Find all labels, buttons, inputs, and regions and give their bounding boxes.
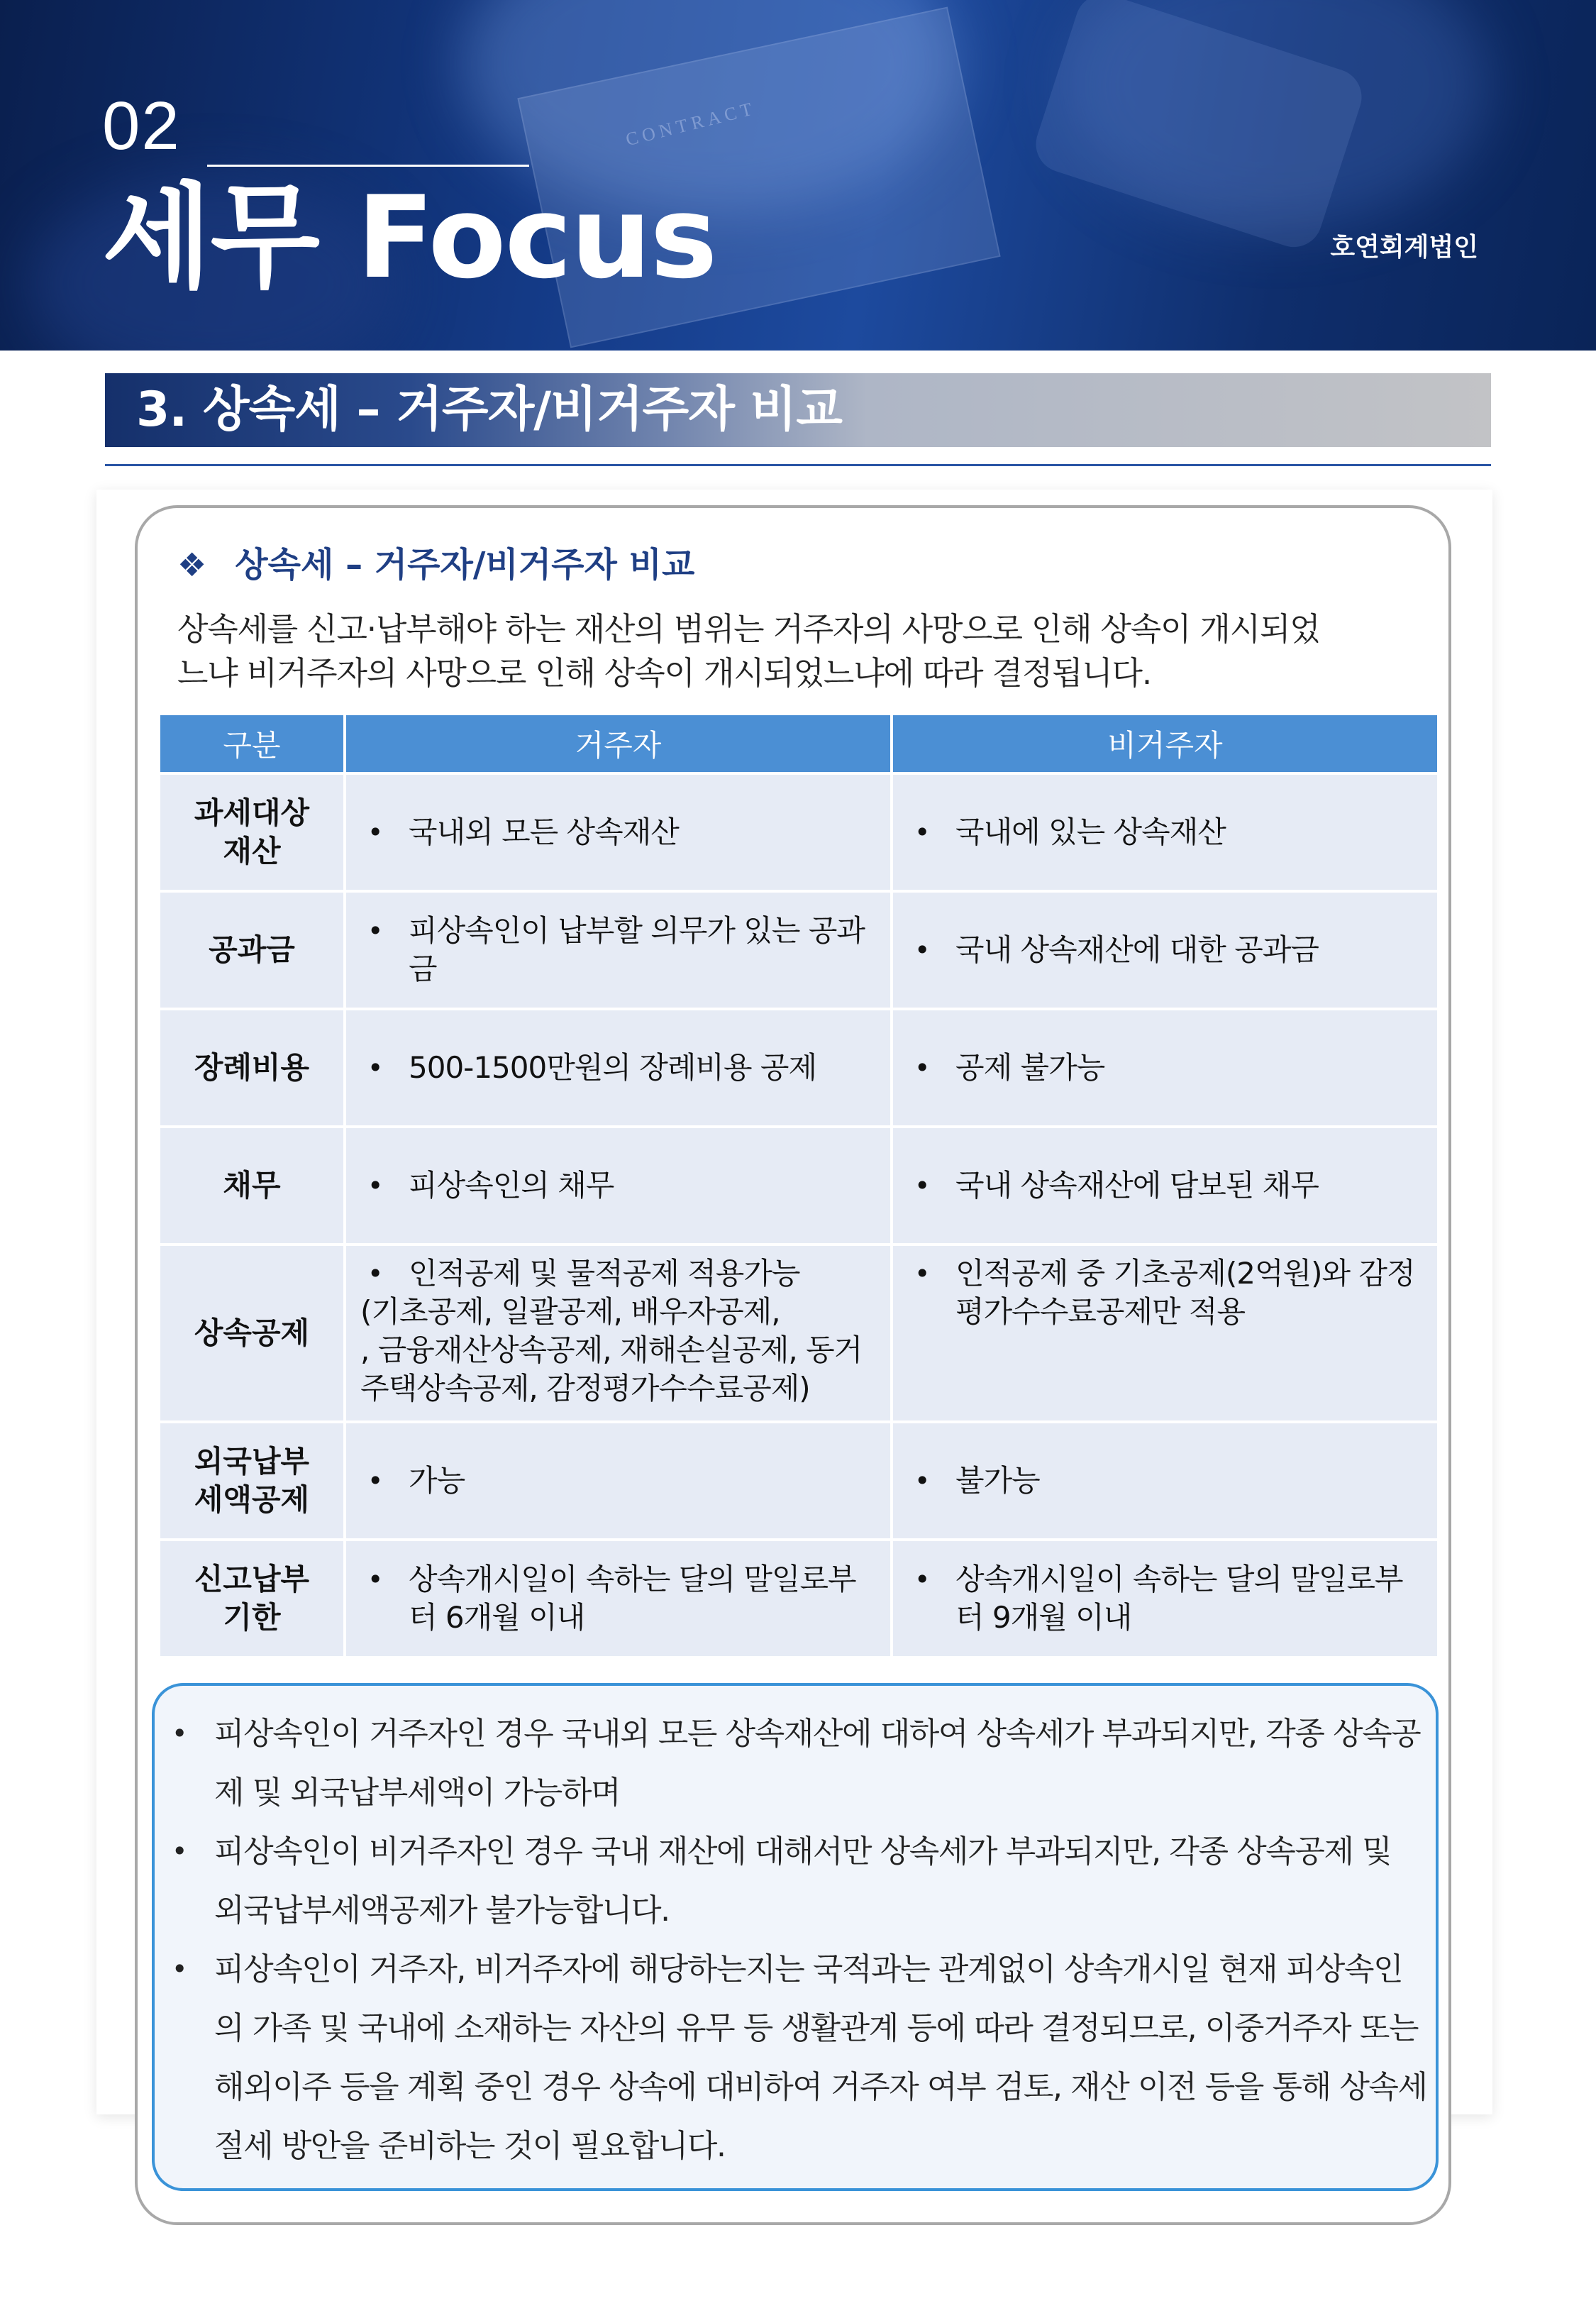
nonresident-value: 상속개시일이 속하는 달의 말일로부터 9개월 이내	[955, 1562, 1403, 1635]
page-title: 세무 Focus	[102, 171, 716, 304]
resident-cell	[345, 1127, 892, 1245]
card-heading	[177, 544, 694, 586]
bullet-icon: •	[914, 1564, 931, 1595]
table-row	[159, 1009, 1439, 1127]
resident-cell	[345, 891, 892, 1009]
nonresident-cell	[892, 1127, 1439, 1245]
bullet-icon: •	[172, 1953, 187, 1985]
table-row	[159, 1245, 1439, 1422]
resident-cell	[345, 1245, 892, 1422]
resident-cell	[345, 773, 892, 891]
resident-value: 상속개시일이 속하는 달의 말일로부터 6개월 이내	[409, 1562, 856, 1635]
bullet-icon: •	[914, 934, 931, 966]
section-title: 3. 상속세 – 거주자/비거주자 비교	[136, 382, 842, 438]
resident-cell	[345, 1009, 892, 1127]
nonresident-value: 국내 상속재산에 대한 공과금	[955, 932, 1319, 967]
card-heading-text: 상속세 – 거주자/비거주자 비교	[235, 545, 695, 585]
resident-value: 국내외 모든 상속재산	[409, 815, 679, 849]
resident-value-detail: (기초공제, 일괄공제, 배우자공제, , 금융재산상속공제, 재해손실공제, 동거주택상속공제, 감정평가수수료공제)	[360, 1294, 863, 1406]
row-label: 과세대상 재산	[159, 773, 345, 891]
table-header-category: 구분	[159, 714, 345, 773]
resident-value: 가능	[409, 1463, 465, 1498]
row-label: 장례비용	[159, 1009, 345, 1127]
table-row	[159, 773, 1439, 891]
table-header-row	[159, 714, 1439, 773]
comparison-table	[157, 712, 1440, 1659]
nonresident-cell	[892, 1009, 1439, 1127]
bullet-icon: •	[367, 915, 384, 947]
bullet-icon: •	[914, 1170, 931, 1201]
bullet-icon: •	[367, 1170, 384, 1201]
resident-value: 피상속인이 납부할 의무가 있는 공과금	[409, 913, 865, 986]
table-row	[159, 1422, 1439, 1540]
resident-cell	[345, 1540, 892, 1657]
table-row	[159, 891, 1439, 1009]
notes-list	[172, 1704, 1427, 2175]
table-row	[159, 1127, 1439, 1245]
note-text: 피상속인이 비거주자인 경우 국내 재산에 대해서만 상속세가 부과되지만, 각종 상속공제 및 외국납부세액공제가 불가능합니다.	[214, 1833, 1392, 1929]
intro-paragraph	[177, 607, 1426, 695]
summary-notes-box	[152, 1683, 1439, 2191]
bullet-icon: •	[367, 1258, 384, 1289]
bullet-icon: •	[914, 1258, 931, 1289]
list-item	[172, 1940, 1427, 2175]
resident-cell	[345, 1422, 892, 1540]
nonresident-cell	[892, 1245, 1439, 1422]
issue-number: 02	[102, 88, 181, 164]
diamond-bullet-icon: ❖	[177, 546, 207, 584]
row-label: 공과금	[159, 891, 345, 1009]
nonresident-cell	[892, 1540, 1439, 1657]
banner-contract-text: CONTRACT	[624, 97, 758, 150]
bullet-icon: •	[367, 1465, 384, 1496]
resident-value: 피상속인의 채무	[409, 1168, 614, 1203]
intro-line: 느냐 비거주자의 사망으로 인해 상속이 개시되었느냐에 따라 결정됩니다.	[177, 654, 1151, 692]
bullet-icon: •	[914, 1465, 931, 1496]
organization-name: 호연회계법인	[1330, 233, 1478, 262]
section-title-bar	[105, 373, 1491, 447]
row-label: 외국납부 세액공제	[159, 1422, 345, 1540]
note-text: 피상속인이 거주자인 경우 국내외 모든 상속재산에 대하여 상속세가 부과되지만, 각종 상속공제 및 외국납부세액이 가능하며	[214, 1716, 1421, 1811]
table-row	[159, 1540, 1439, 1657]
row-label: 상속공제	[159, 1245, 345, 1422]
resident-value: 인적공제 및 물적공제 적용가능	[409, 1256, 800, 1291]
note-text: 피상속인이 거주자, 비거주자에 해당하는지는 국적과는 관계없이 상속개시일 현재 피상속인의 가족 및 국내에 소재하는 자산의 유무 등 생활관계 등에 따라 결정되므로, 이중거주자 또는 해외이주 등을 계획 중인 경우 상속에 대비하여 거주자 여부 검토, 재산 이전 등을 통해 상속세 절세 방안을 준비하는 것이 필요합니다.	[214, 1951, 1427, 2164]
row-label: 신고납부 기한	[159, 1540, 345, 1657]
section-divider	[105, 464, 1491, 466]
nonresident-cell	[892, 1422, 1439, 1540]
bullet-icon: •	[367, 1052, 384, 1083]
bullet-icon: •	[367, 1564, 384, 1595]
header-divider	[207, 165, 529, 167]
bullet-icon: •	[367, 817, 384, 848]
table-header-resident: 거주자	[345, 714, 892, 773]
bullet-icon: •	[172, 1836, 187, 1867]
nonresident-value: 불가능	[955, 1463, 1040, 1498]
resident-value: 500-1500만원의 장례비용 공제	[409, 1050, 817, 1085]
nonresident-value: 공제 불가능	[955, 1050, 1105, 1085]
bullet-icon: •	[914, 817, 931, 848]
nonresident-value: 인적공제 중 기초공제(2억원)와 감정평가수수료공제만 적용	[955, 1256, 1415, 1329]
nonresident-value: 국내에 있는 상속재산	[955, 815, 1226, 849]
bullet-icon: •	[172, 1718, 187, 1749]
nonresident-cell	[892, 891, 1439, 1009]
nonresident-value: 국내 상속재산에 담보된 채무	[955, 1168, 1319, 1203]
list-item	[172, 1704, 1427, 1822]
row-label: 채무	[159, 1127, 345, 1245]
bullet-icon: •	[914, 1052, 931, 1083]
intro-line: 상속세를 신고·납부해야 하는 재산의 범위는 거주자의 사망으로 인해 상속이 개시되었	[177, 610, 1320, 648]
list-item	[172, 1822, 1427, 1940]
nonresident-cell	[892, 773, 1439, 891]
table-header-nonresident: 비거주자	[892, 714, 1439, 773]
